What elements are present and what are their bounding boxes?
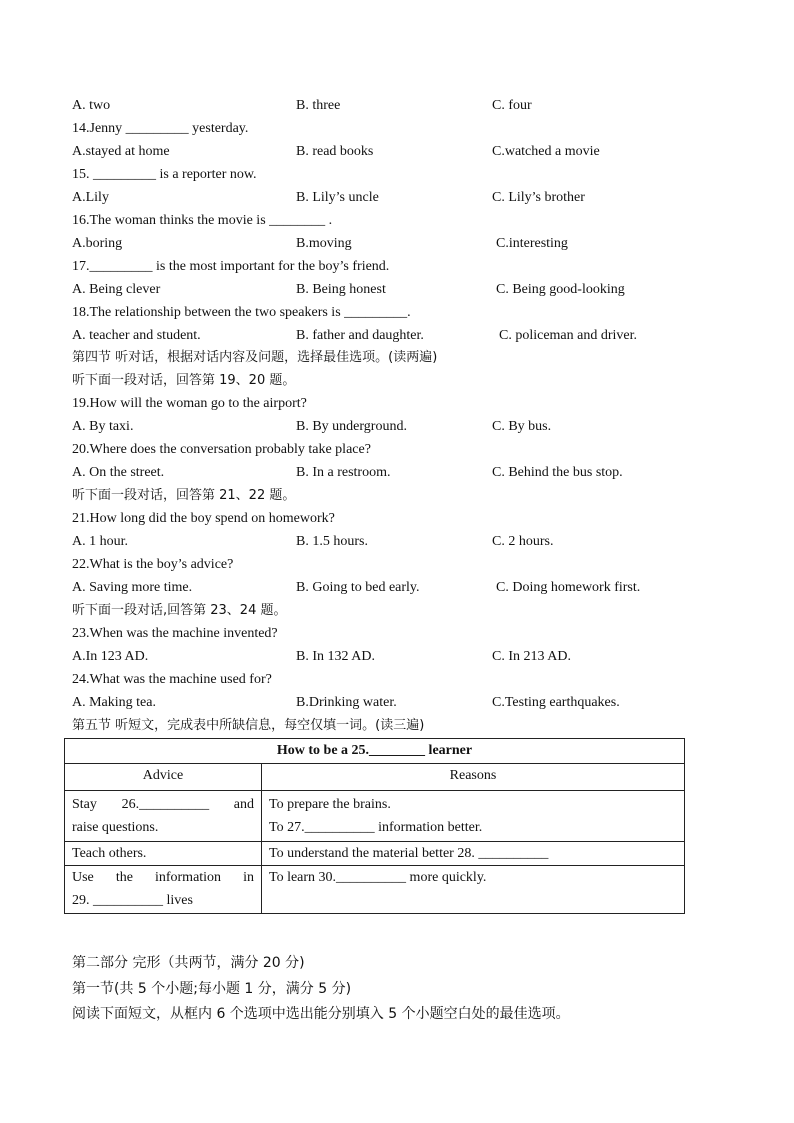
q14-option-a: A.stayed at home (72, 144, 170, 159)
q17-stem: 17._________ is the most important for the boy’s friend. (72, 259, 390, 274)
q22-option-b: B. Going to bed early. (296, 580, 420, 595)
q16-option-a: A.boring (72, 236, 123, 251)
section4-heading: 第四节 听对话，根据对话内容及问题，选择最佳选项。(读两遍) (72, 350, 438, 365)
reason-line: To learn 30.__________ more quickly. (269, 870, 487, 885)
q23-stem: 23.When was the machine invented? (72, 626, 278, 641)
q17-option-c: C. Being good-looking (496, 282, 625, 297)
q22-stem: 22.What is the boy’s advice? (72, 557, 234, 572)
q16-stem: 16.The woman thinks the movie is ________ . (72, 213, 333, 228)
q16-option-b: B.moving (296, 236, 352, 251)
fill-in-table (64, 738, 685, 914)
q19-option-c: C. By bus. (492, 419, 552, 434)
q15-option-a: A.Lily (72, 190, 109, 205)
section4-sub1: 听下面一段对话，回答第 19、20 题。 (72, 373, 296, 388)
q15-option-c: C. Lily’s brother (492, 190, 585, 205)
q24-option-a: A. Making tea. (72, 695, 156, 710)
part2-section1: 第一节(共 5 个小题;每小题 1 分，满分 5 分) (72, 981, 352, 997)
q17-option-b: B. Being honest (296, 282, 386, 297)
table-row (65, 842, 685, 866)
q24-stem: 24.What was the machine used for? (72, 672, 272, 687)
advice-line: 29. __________ lives (72, 893, 193, 908)
q18-option-b: B. father and daughter. (296, 328, 424, 343)
table-row (65, 866, 685, 914)
reason-line: To understand the material better 28. __________ (269, 846, 549, 861)
q20-option-c: C. Behind the bus stop. (492, 465, 623, 480)
q18-stem: 18.The relationship between the two speakers is _________. (72, 305, 411, 320)
advice-line: Use the information in (72, 870, 254, 885)
q14-option-b: B. read books (296, 144, 374, 159)
q20-option-b: B. In a restroom. (296, 465, 391, 480)
reason-line: To 27.__________ information better. (269, 820, 483, 835)
q14-option-c: C.watched a movie (492, 144, 600, 159)
q19-option-b: B. By underground. (296, 419, 407, 434)
table-title: How to be a 25.________ learner (65, 739, 685, 764)
q19-stem: 19.How will the woman go to the airport? (72, 396, 307, 411)
advice-line: Teach others. (72, 846, 147, 861)
section5-heading: 第五节 听短文，完成表中所缺信息，每空仅填一词。(读三遍) (72, 718, 425, 733)
q21-option-a: A. 1 hour. (72, 534, 128, 549)
q15-stem: 15. _________ is a reporter now. (72, 167, 257, 182)
q19-option-a: A. By taxi. (72, 419, 134, 434)
q17-option-a: A. Being clever (72, 282, 161, 297)
q24-option-b: B.Drinking water. (296, 695, 397, 710)
q18-option-c: C. policeman and driver. (499, 328, 638, 343)
q18-option-a: A. teacher and student. (72, 328, 201, 343)
q20-stem: 20.Where does the conversation probably take place? (72, 442, 371, 457)
q24-option-c: C.Testing earthquakes. (492, 695, 620, 710)
part2-title: 第二部分 完形（共两节，满分 20 分) (72, 955, 305, 971)
q21-option-c: C. 2 hours. (492, 534, 554, 549)
q14-stem: 14.Jenny _________ yesterday. (72, 121, 249, 136)
column-header-reasons: Reasons (262, 764, 685, 791)
q21-stem: 21.How long did the boy spend on homework? (72, 511, 335, 526)
q13-option-b: B. three (296, 98, 341, 113)
section4-sub2: 听下面一段对话，回答第 21、22 题。 (72, 488, 296, 503)
advice-line: Stay 26.__________ and (72, 797, 254, 812)
advice-line: raise questions. (72, 820, 159, 835)
q22-option-a: A. Saving more time. (72, 580, 193, 595)
q23-option-c: C. In 213 AD. (492, 649, 571, 664)
q23-option-b: B. In 132 AD. (296, 649, 375, 664)
reason-line: To prepare the brains. (269, 797, 391, 812)
q13-option-a: A. two (72, 98, 111, 113)
q13-option-c: C. four (492, 98, 532, 113)
q23-option-a: A.In 123 AD. (72, 649, 149, 664)
column-header-advice: Advice (65, 764, 262, 791)
q22-option-c: C. Doing homework first. (496, 580, 641, 595)
section4-sub3: 听下面一段对话,回答第 23、24 题。 (72, 603, 287, 618)
table-row (65, 791, 685, 842)
part2-instructions: 阅读下面短文，从框内 6 个选项中选出能分别填入 5 个小题空白处的最佳选项。 (72, 1006, 570, 1022)
q15-option-b: B. Lily’s uncle (296, 190, 379, 205)
q20-option-a: A. On the street. (72, 465, 165, 480)
q21-option-b: B. 1.5 hours. (296, 534, 368, 549)
q16-option-c: C.interesting (496, 236, 568, 251)
